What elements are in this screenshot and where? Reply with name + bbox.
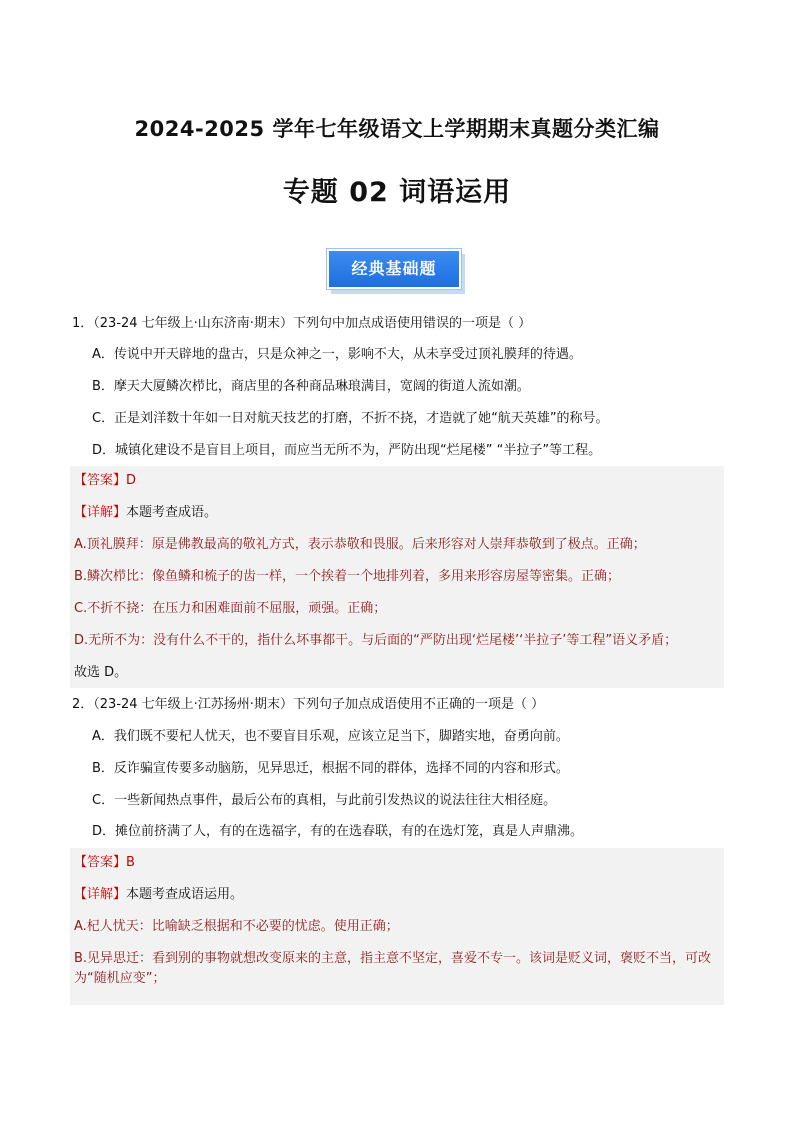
- conclusion: 故选 D。: [74, 665, 128, 680]
- question-1-option-c: C．正是刘洋数十年如一日对航天技艺的打磨，不折不挠，才造就了她“航天英雄”的称号。: [92, 411, 609, 426]
- question-2-option-c: C．一些新闻热点事件，最后公布的真相，与此前引发热议的说法往往大相径庭。: [92, 793, 557, 808]
- answer-line: [74, 471, 136, 491]
- question-1-answer-box: [70, 466, 724, 688]
- question-1-stem: 1．（23-24 七年级上·山东济南·期末）下列句中加点成语使用错误的一项是（ ）: [72, 316, 532, 331]
- detail-line: [74, 885, 243, 905]
- answer-tag: 【答案】: [74, 855, 127, 870]
- answer-line: [74, 853, 135, 873]
- explanation-a: A.顶礼膜拜：原是佛教最高的敬礼方式，表示恭敬和畏服。后来形容对人崇拜恭敬到了极点。正确；: [74, 537, 646, 552]
- explanation-b: B.鳞次栉比：像鱼鳞和梳子的齿一样，一个挨着一个地排列着，多用来形容房屋等密集。正确；: [74, 569, 621, 584]
- question-2-option-d: D．摊位前挤满了人，有的在选福字，有的在选春联，有的在选灯笼，真是人声鼎沸。: [92, 824, 584, 839]
- section-banner: [327, 249, 467, 296]
- question-2-option-b: B．反诈骗宣传要多动脑筋，见异思迁，根据不同的群体，选择不同的内容和形式。: [92, 761, 569, 776]
- answer-value: B: [126, 855, 135, 870]
- detail-line: [74, 503, 217, 523]
- question-2-answer-box: [70, 848, 724, 1005]
- detail-text: 本题考查成语运用。: [126, 887, 244, 902]
- question-1-option-a: A．传说中开天辟地的盘古，只是众神之一，影响不大，从未享受过顶礼膜拜的待遇。: [92, 347, 582, 362]
- explanation-c: C.不折不挠：在压力和困难面前不屈服，顽强。正确；: [74, 601, 387, 616]
- question-1-option-d: D．城镇化建设不是盲目上项目，而应当无所不为，严防出现“烂尾楼” “半拉子”等工程。: [92, 443, 602, 458]
- question-2-option-a: A．我们既不要杞人忧天，也不要盲目乐观，应该立足当下，脚踏实地，奋勇向前。: [92, 729, 569, 744]
- detail-tag: 【详解】: [74, 505, 127, 520]
- explanation-a: A.杞人忧天：比喻缺乏根据和不必要的忧虑。使用正确；: [74, 919, 399, 934]
- detail-tag: 【详解】: [74, 887, 127, 902]
- document-title: 2024-2025 学年七年级语文上学期期末真题分类汇编: [134, 117, 660, 141]
- detail-text: 本题考查成语。: [126, 505, 218, 520]
- question-2-stem: 2．（23-24 七年级上·江苏扬州·期末）下列句子加点成语使用不正确的一项是（ ）: [72, 697, 545, 712]
- question-1-option-b: B．摩天大厦鳞次栉比，商店里的各种商品琳琅满目，宽阔的街道人流如潮。: [92, 379, 530, 394]
- explanation-d: D.无所不为：没有什么不干的，指什么坏事都干。与后面的“严防出现‘烂尾楼’‘半拉子’等工程”语义矛盾；: [74, 633, 678, 648]
- banner-label: 经典基础题: [327, 249, 461, 289]
- section-title: 专题 02 词语运用: [282, 177, 512, 208]
- answer-tag: 【答案】: [74, 473, 127, 488]
- answer-value: D: [126, 473, 137, 488]
- explanation-b: B.见异思迁：看到别的事物就想改变原来的主意，指主意不坚定，喜爱不专一。该词是贬义词，褒贬不当，可改为“随机应变”；: [74, 951, 712, 986]
